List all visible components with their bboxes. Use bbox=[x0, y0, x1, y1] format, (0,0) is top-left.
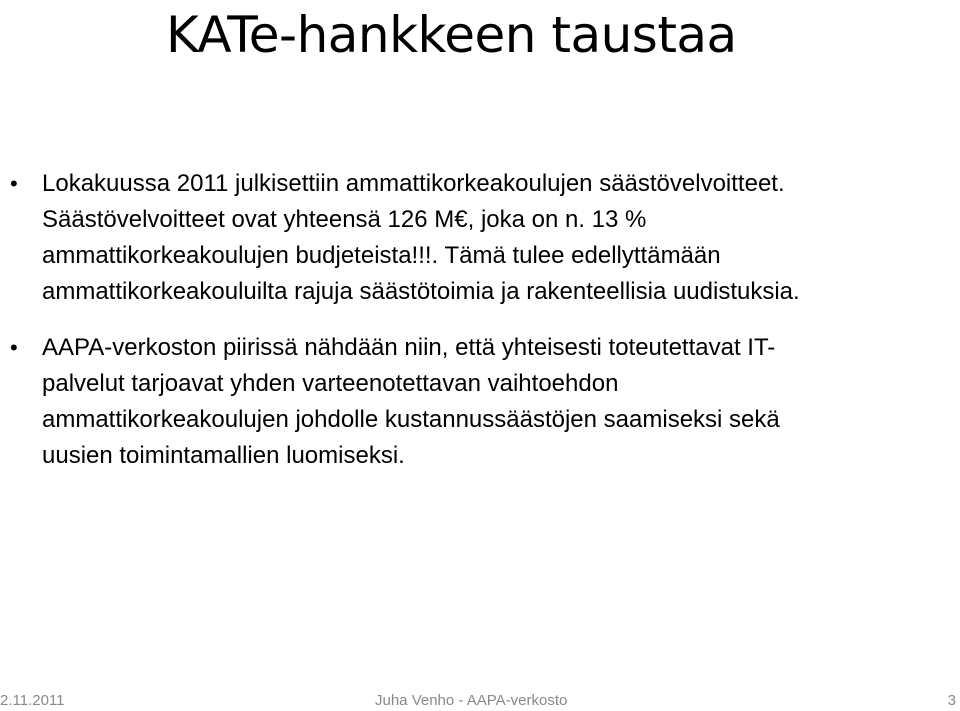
bullet-item bbox=[0, 330, 960, 474]
slide-title: KATe-hankkeen taustaa bbox=[166, 6, 737, 64]
bullet-list bbox=[0, 166, 960, 474]
footer-date: 2.11.2011 bbox=[0, 692, 65, 709]
bullet-dot-icon: • bbox=[10, 171, 18, 196]
bullet-text-line: ammattikorkeakouluilta rajuja säästötoimia ja rakenteellisia uudistuksia. bbox=[42, 278, 800, 305]
bullet-text-line: palvelut tarjoavat yhden varteenotettavan vaihtoehdon bbox=[42, 370, 619, 397]
bullet-text-line: AAPA-verkoston piirissä nähdään niin, että yhteisesti toteutettavat IT- bbox=[42, 334, 776, 361]
bullet-text-line: ammattikorkeakoulujen johdolle kustannussäästöjen saamiseksi sekä bbox=[42, 406, 780, 433]
bullet-dot-icon: • bbox=[10, 335, 18, 360]
bullet-text-line: Säästövelvoitteet ovat yhteensä 126 M€, joka on n. 13 % bbox=[42, 206, 647, 233]
footer-author: Juha Venho - AAPA-verkosto bbox=[375, 692, 568, 709]
bullet-item bbox=[0, 166, 960, 310]
bullet-text-line: uusien toimintamallien luomiseksi. bbox=[42, 442, 405, 469]
bullet-text-line: Lokakuussa 2011 julkisettiin ammattikorkeakoulujen säästövelvoitteet. bbox=[42, 170, 785, 197]
footer-page-number: 3 bbox=[947, 692, 956, 709]
bullet-text-line: ammattikorkeakoulujen budjeteista!!!. Tämä tulee edellyttämään bbox=[42, 242, 721, 269]
